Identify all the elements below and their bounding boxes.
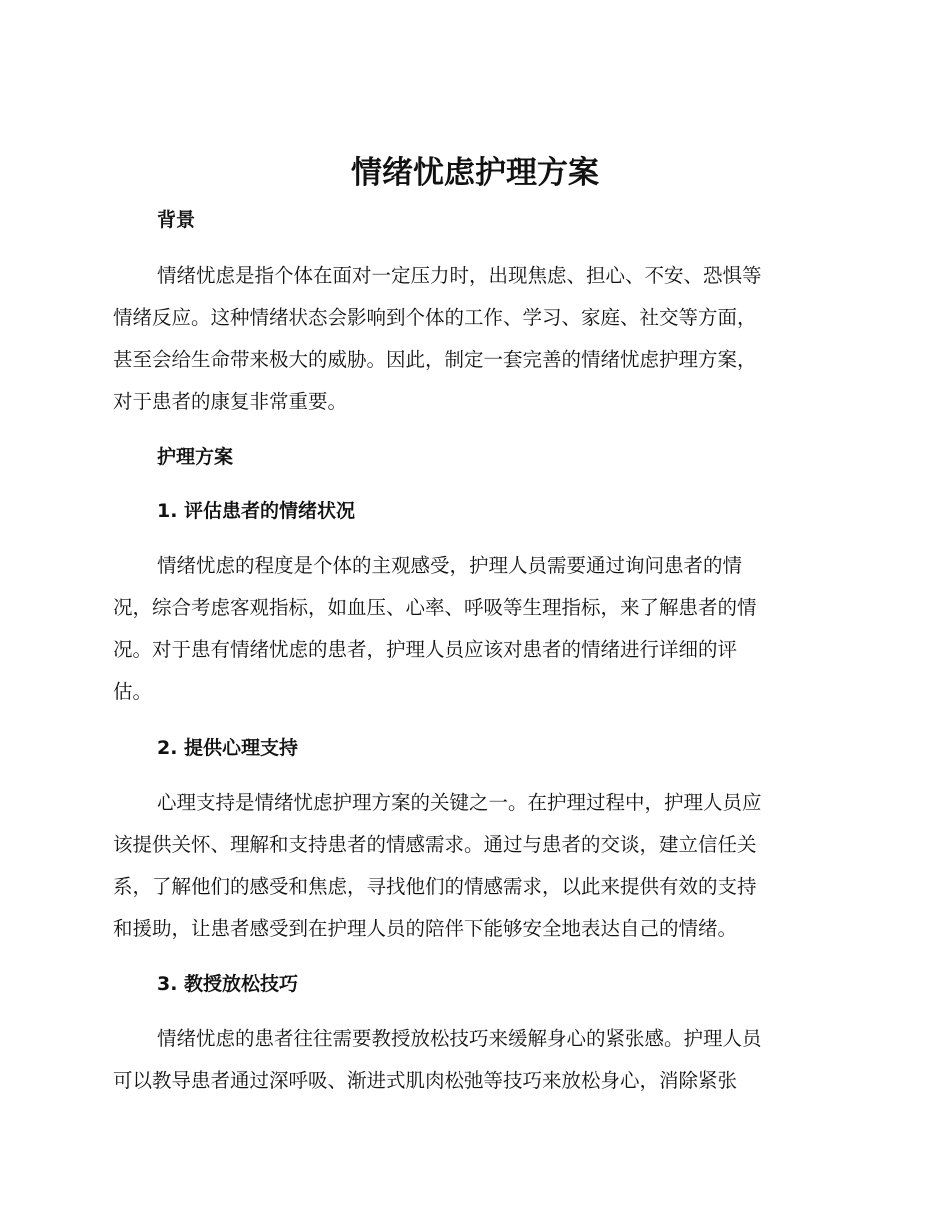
paragraph-line: 心理支持是情绪忧虑护理方案的关键之一。在护理过程中，护理人员应	[157, 791, 762, 814]
paragraph-line: 估。	[113, 680, 153, 703]
paragraph-line: 情绪忧虑的程度是个体的主观感受，护理人员需要通过询问患者的情	[157, 554, 743, 577]
paragraph-line: 可以教导患者通过深呼吸、渐进式肌肉松弛等技巧来放松身心，消除紧张	[113, 1069, 738, 1092]
document-title: 情绪忧虑护理方案	[351, 155, 599, 191]
subheading-step-3: 3. 教授放松技巧	[157, 973, 299, 995]
section-heading-plan: 护理方案	[157, 446, 234, 468]
paragraph-line: 况，综合考虑客观指标，如血压、心率、呼吸等生理指标，来了解患者的情	[113, 596, 757, 619]
paragraph-step-3	[113, 1018, 829, 1102]
paragraph-step-2	[113, 782, 829, 950]
paragraph-line: 情绪忧虑是指个体在面对一定压力时，出现焦虑、担心、不安、恐惧等	[157, 264, 762, 287]
section-heading-background: 背景	[157, 209, 196, 231]
paragraph-line: 该提供关怀、理解和支持患者的情感需求。通过与患者的交谈，建立信任关	[113, 833, 757, 856]
paragraph-background	[113, 255, 829, 423]
paragraph-line: 对于患者的康复非常重要。	[113, 390, 348, 413]
paragraph-line: 甚至会给生命带来极大的威胁。因此，制定一套完善的情绪忧虑护理方案，	[113, 348, 757, 371]
paragraph-line: 和援助，让患者感受到在护理人员的陪伴下能够安全地表达自己的情绪。	[113, 917, 738, 940]
subheading-step-2: 2. 提供心理支持	[157, 737, 299, 759]
paragraph-line: 情绪反应。这种情绪状态会影响到个体的工作、学习、家庭、社交等方面，	[113, 306, 757, 329]
paragraph-line: 系，了解他们的感受和焦虑，寻找他们的情感需求，以此来提供有效的支持	[113, 875, 757, 898]
subheading-step-1: 1. 评估患者的情绪状况	[157, 500, 356, 522]
paragraph-step-1	[113, 545, 829, 713]
paragraph-line: 况。对于患有情绪忧虑的患者，护理人员应该对患者的情绪进行详细的评	[113, 638, 738, 661]
paragraph-line: 情绪忧虑的患者往往需要教授放松技巧来缓解身心的紧张感。护理人员	[157, 1027, 762, 1050]
